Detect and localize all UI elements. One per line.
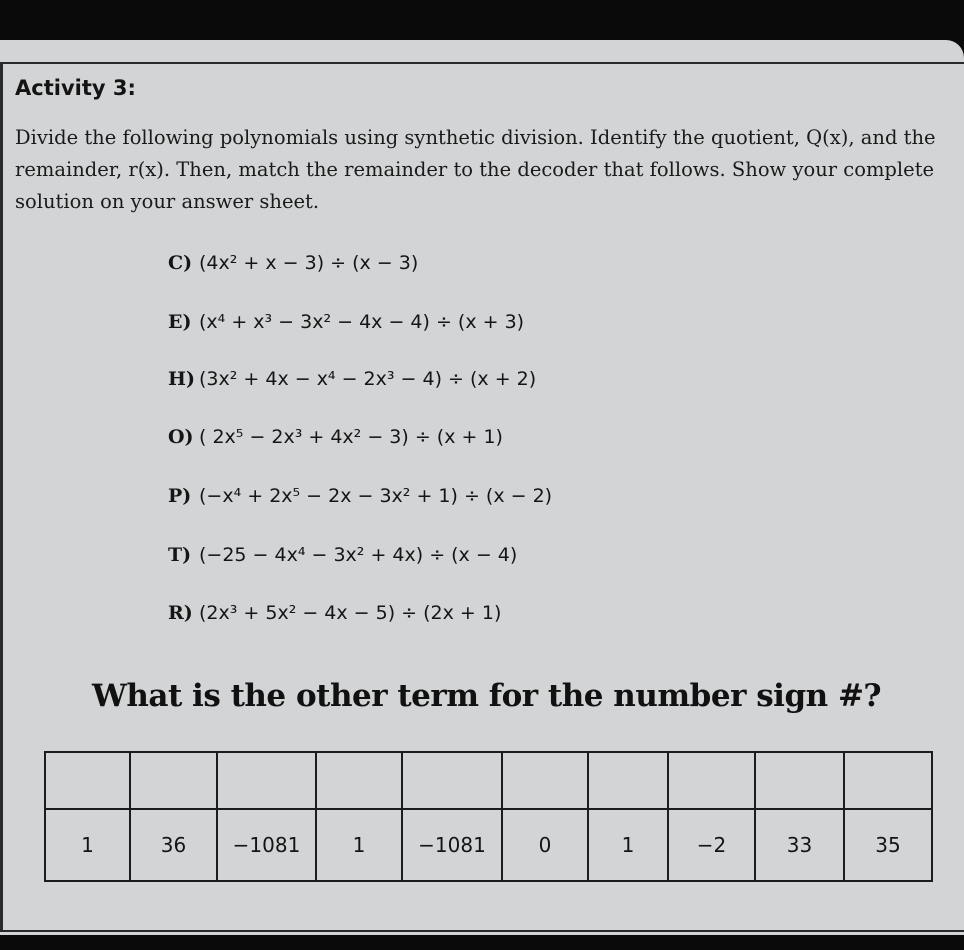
decoder-value-cell: 1: [45, 809, 130, 881]
problem-expression: (4x² + x − 3) ÷ (x − 3): [199, 252, 419, 274]
problem-expression: (x⁴ + x³ − 3x² − 4x − 4) ÷ (x + 3): [199, 311, 525, 333]
decoder-blank-cell[interactable]: [402, 752, 502, 809]
problem-item: [168, 485, 552, 507]
decoder-value-cell: −1081: [402, 809, 502, 881]
problem-item: [168, 602, 501, 624]
problem-letter: E): [168, 311, 192, 333]
decoder-value-cell: 36: [130, 809, 217, 881]
problem-expression: (−25 − 4x⁴ − 3x² + 4x) ÷ (x − 4): [199, 544, 518, 566]
bottom-divider: [0, 930, 964, 932]
decoder-table: [44, 751, 933, 882]
problem-item: [168, 426, 503, 448]
problem-expression: ( 2x⁵ − 2x³ + 4x² − 3) ÷ (x + 1): [199, 426, 503, 448]
problem-item: [168, 368, 536, 390]
decoder-blank-cell[interactable]: [755, 752, 844, 809]
decoder-blank-cell[interactable]: [316, 752, 402, 809]
decoder-blank-cell[interactable]: [45, 752, 130, 809]
problem-expression: (2x³ + 5x² − 4x − 5) ÷ (2x + 1): [199, 602, 502, 624]
decoder-value-row: [45, 809, 932, 881]
problem-letter: H): [168, 368, 195, 390]
decoder-value-cell: 33: [755, 809, 844, 881]
decoder-value-cell: 1: [588, 809, 668, 881]
problem-item: [168, 544, 517, 566]
problem-letter: R): [168, 602, 193, 624]
problem-expression: (−x⁴ + 2x⁵ − 2x − 3x² + 1) ÷ (x − 2): [199, 485, 553, 507]
bottom-background: [0, 935, 964, 950]
decoder-value-cell: −2: [668, 809, 755, 881]
problem-letter: O): [168, 426, 194, 448]
left-divider: [0, 62, 3, 932]
problem-letter: P): [168, 485, 192, 507]
problem-letter: C): [168, 252, 193, 274]
activity-title: Activity 3:: [15, 76, 136, 100]
problem-item: [168, 252, 418, 274]
problem-expression: (3x² + 4x − x⁴ − 2x³ − 4) ÷ (x + 2): [199, 368, 537, 390]
decoder-value-cell: 35: [844, 809, 932, 881]
decoder-question: What is the other term for the number sign #?: [92, 678, 882, 714]
problem-letter: T): [168, 544, 192, 566]
decoder-blank-cell[interactable]: [844, 752, 932, 809]
decoder-value-cell: 1: [316, 809, 402, 881]
decoder-value-cell: 0: [502, 809, 588, 881]
decoder-blank-cell[interactable]: [588, 752, 668, 809]
decoder-blank-cell[interactable]: [130, 752, 217, 809]
activity-instructions: Divide the following polynomials using synthetic division. Identify the quotient, Q(x), and the remainder, r(x). Then, match the remainder to the decoder that follows. Show your complete solution on your answer sheet.: [15, 126, 936, 213]
top-divider: [0, 62, 964, 64]
problem-item: [168, 311, 524, 333]
decoder-blank-cell[interactable]: [668, 752, 755, 809]
decoder-answer-row: [45, 752, 932, 809]
decoder-blank-cell[interactable]: [217, 752, 316, 809]
decoder-value-cell: −1081: [217, 809, 316, 881]
decoder-blank-cell[interactable]: [502, 752, 588, 809]
